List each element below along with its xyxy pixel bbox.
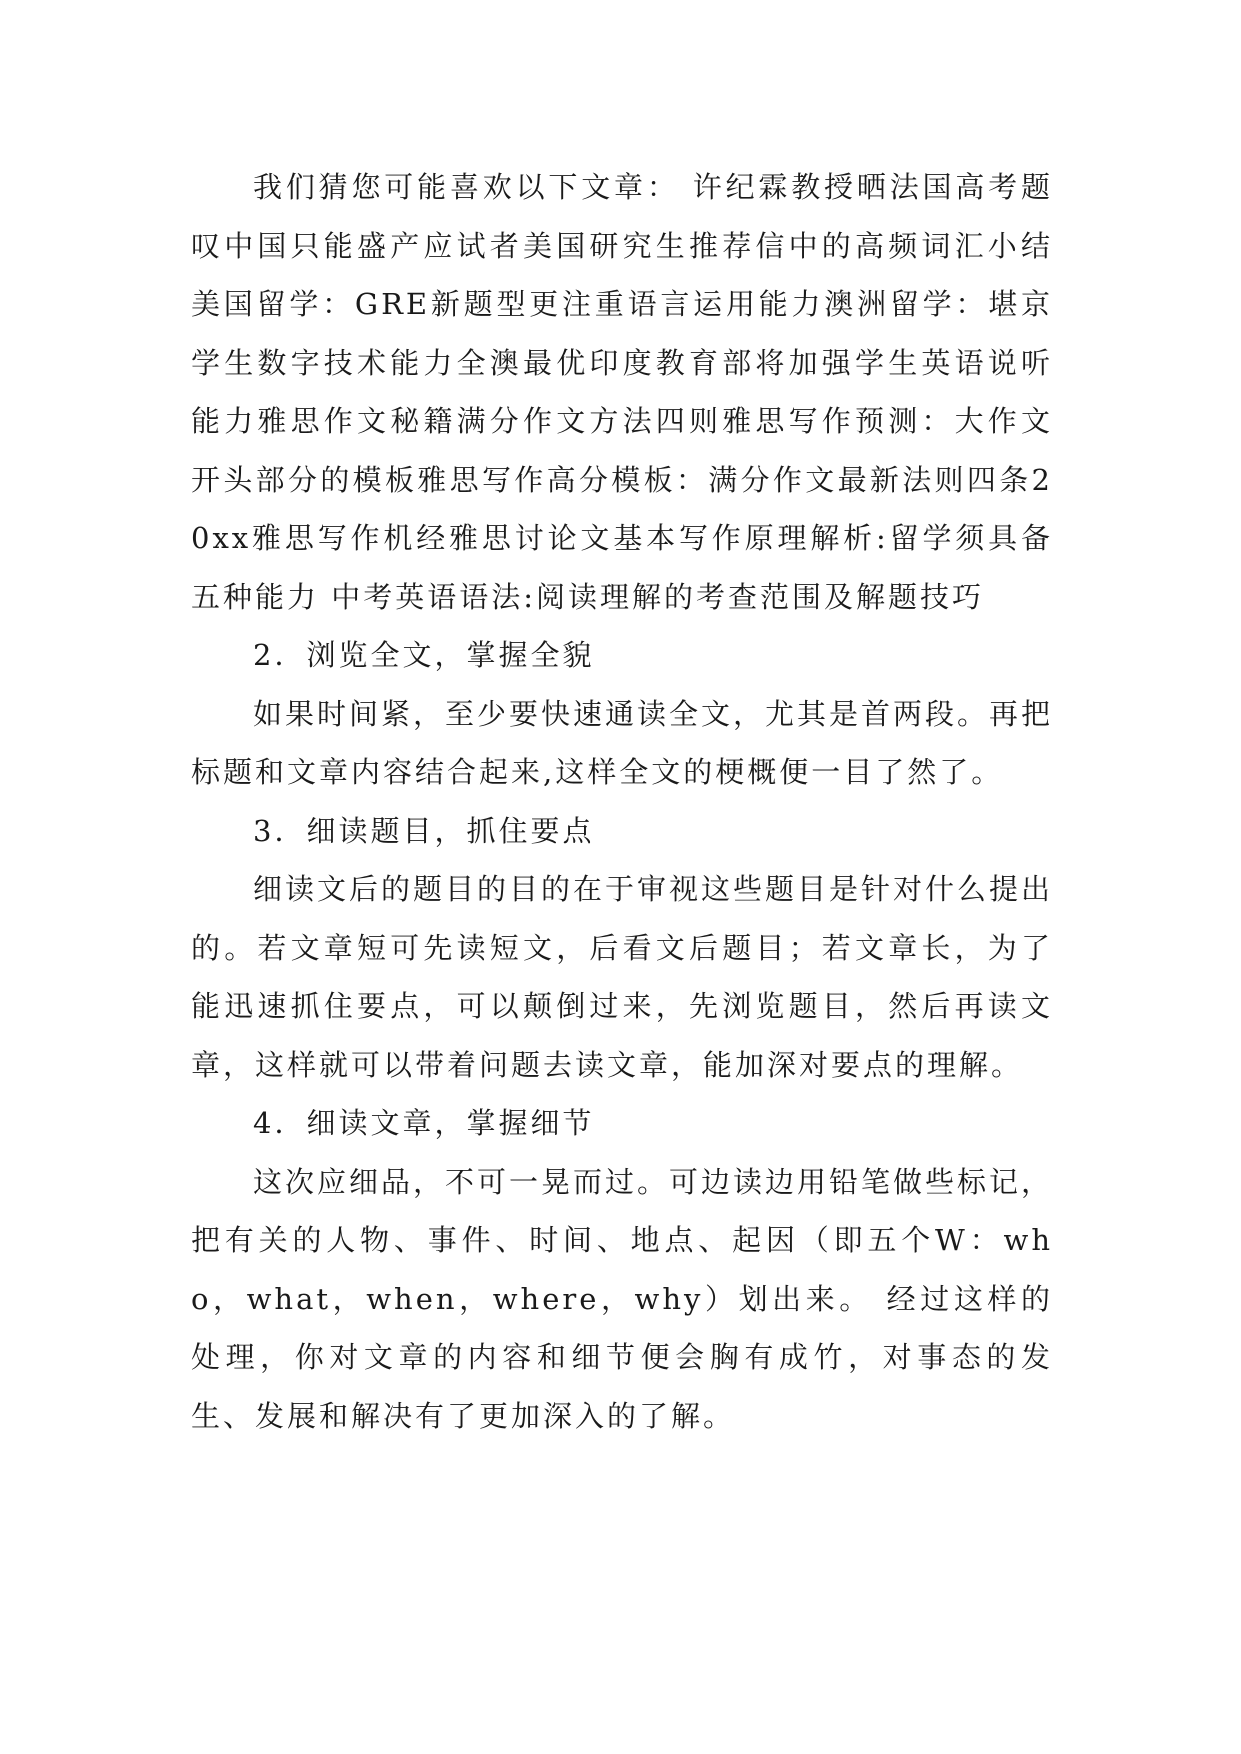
section-heading-4: 4．细读文章，掌握细节 (253, 1106, 595, 1140)
section-2-paragraph: 如果时间紧，至少要快速通读全文，尤其是首两段。再把标题和文章内容结合起来,这样全文的梗概便一目了然了。 (191, 696, 1054, 789)
document-body (191, 158, 1053, 1445)
section-heading-3: 3．细读题目，抓住要点 (253, 813, 595, 848)
section-4-paragraph: 这次应细品，不可一晃而过。可边读边用铅笔做些标记，把有关的人物、事件、时间、地点、起因（即五个W：who，what，when，where，why）划出来。 经过这样的处理，你对文章的内容和细节便会胸有成竹，对事态的发生、发展和解决有了更加深入的了解。 (191, 1164, 1054, 1433)
section-heading-2: 2．浏览全文，掌握全貌 (253, 638, 595, 672)
section-3-paragraph: 细读文后的题目的目的在于审视这些题目是针对什么提出的。若文章短可先读短文，后看文后题目；若文章长，为了能迅速抓住要点，可以颠倒过来，先浏览题目，然后再读文章，这样就可以带着问题去读文章，能加深对要点的理解。 (191, 872, 1054, 1082)
recommended-articles-paragraph: 我们猜您可能喜欢以下文章： 许纪霖教授晒法国高考题叹中国只能盛产应试者美国研究生推荐信中的高频词汇小结美国留学：GRE新题型更注重语言运用能力澳洲留学：堪京学生数字技术能力全澳最优印度教育部将加强学生英语说听能力雅思作文秘籍满分作文方法四则雅思写作预测：大作文开头部分的模板雅思写作高分模板：满分作文最新法则四条20xx雅思写作机经雅思讨论文基本写作原理解析:留学须具备五种能力 中考英语语法:阅读理解的考查范围及解题技巧 (191, 170, 1053, 614)
